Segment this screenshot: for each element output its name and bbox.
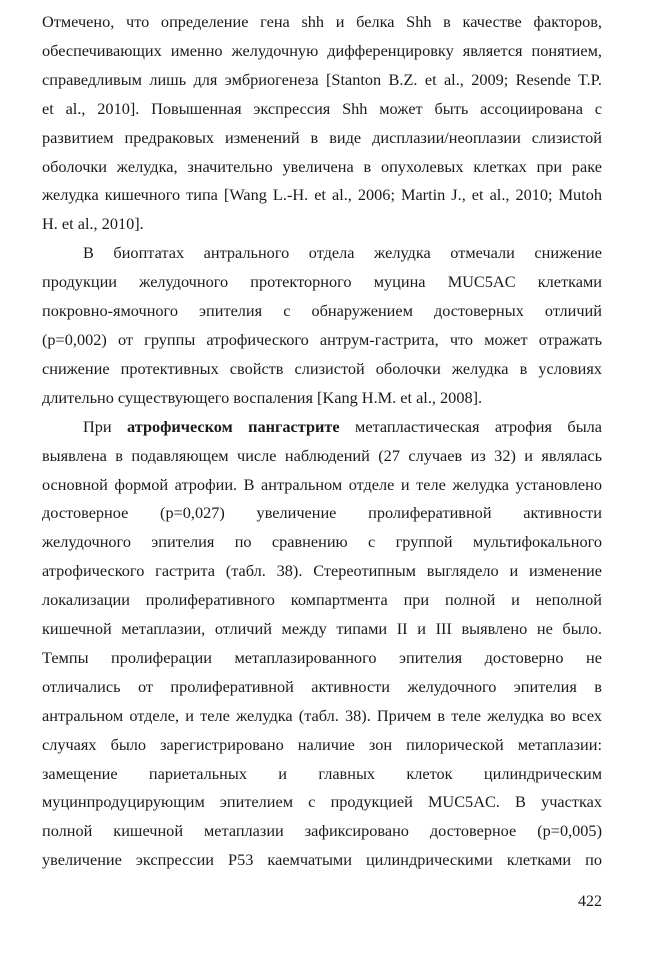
text-line: Темпы пролиферации метаплазированного эпителия достоверно не: [42, 647, 602, 667]
text-line: Отмечено, что определение гена shh и белка Shh в качестве факторов,: [42, 12, 602, 31]
text-line: полной кишечной метаплазии зафиксировано достоверное (р=0,005): [42, 821, 602, 841]
text-line: оболочки желудка, значительно увеличена в опухолевых клетках при раке: [42, 156, 602, 176]
text-line: H. et al., 2010].: [42, 214, 144, 234]
body-text: [42, 8, 602, 875]
text-line: снижение протективных свойств слизистой оболочки желудка в условиях: [42, 358, 602, 378]
text-line: et al., 2010]. Повышенная экспрессия Shh может быть ассоциирована с: [42, 98, 602, 118]
paragraph-2: [42, 239, 602, 412]
text-line: справедливым лишь для эмбриогенеза [Stanton B.Z. et al., 2009; Resende T.P.: [42, 69, 602, 89]
text-line: желудка кишечного типа [Wang L.-H. et al., 2006; Martin J., et al., 2010; Mutoh: [42, 185, 602, 205]
paragraph-1: [42, 8, 602, 239]
paragraph-3-bold-term: атрофическом пангастрите: [127, 416, 340, 436]
text-line: покровно-ямочного эпителия с обнаружением достоверных отличий: [42, 301, 602, 321]
paragraph-3-first-line-rest: метапластическая атрофия была: [339, 416, 602, 436]
text-line: продукции желудочного протекторного муцина MUC5AC клетками: [42, 272, 602, 292]
text-line: выявлена в подавляющем числе наблюдений (27 случаев из 32) и являлась: [42, 445, 602, 465]
page-number: 422: [578, 893, 602, 910]
text-line: увеличение экспрессии P53 каемчатыми цилиндрическими клетками по: [42, 850, 602, 870]
text-line: муцинпродуцирующим эпителием с продукцией MUC5AC. В участках: [42, 792, 602, 812]
text-line: локализации пролиферативного компартмента при полной и неполной: [42, 590, 602, 610]
text-line: кишечной метаплазии, отличий между типами II и III выявлено не было.: [42, 619, 602, 639]
paragraph-3: [42, 413, 602, 876]
text-line: длительно существующего воспаления [Kang H.M. et al., 2008].: [42, 387, 483, 407]
text-line: антральном отделе, и теле желудка (табл. 38). Причем в теле желудка во всех: [42, 705, 602, 725]
text-line: развитием предраковых изменений в виде дисплазии/неоплазии слизистой: [42, 127, 602, 147]
text-line: [42, 413, 602, 442]
text-line: отличались от пролиферативной активности желудочного эпителия в: [42, 676, 602, 696]
text-line: обеспечивающих именно желудочную дифференцировку является понятием,: [42, 40, 602, 60]
text-line: (р=0,002) от группы атрофического антрум-гастрита, что может отражать: [42, 329, 602, 349]
text-line: замещение париетальных и главных клеток цилиндрическим: [42, 763, 602, 783]
text-line: атрофического гастрита (табл. 38). Стереотипным выглядело и изменение: [42, 561, 602, 581]
text-line: случаях было зарегистрировано наличие зон пилорической метаплазии:: [42, 734, 602, 754]
text-line: достоверное (р=0,027) увеличение пролиферативной активности: [42, 503, 602, 523]
text-line: желудочного эпителия по сравнению с группой мультифокального: [42, 532, 602, 552]
text-line: В биоптатах антрального отдела желудка отмечали снижение: [83, 243, 602, 263]
text-line: основной формой атрофии. В антральном отделе и теле желудка установлено: [42, 474, 602, 494]
paragraph-3-intro: При: [83, 416, 128, 436]
